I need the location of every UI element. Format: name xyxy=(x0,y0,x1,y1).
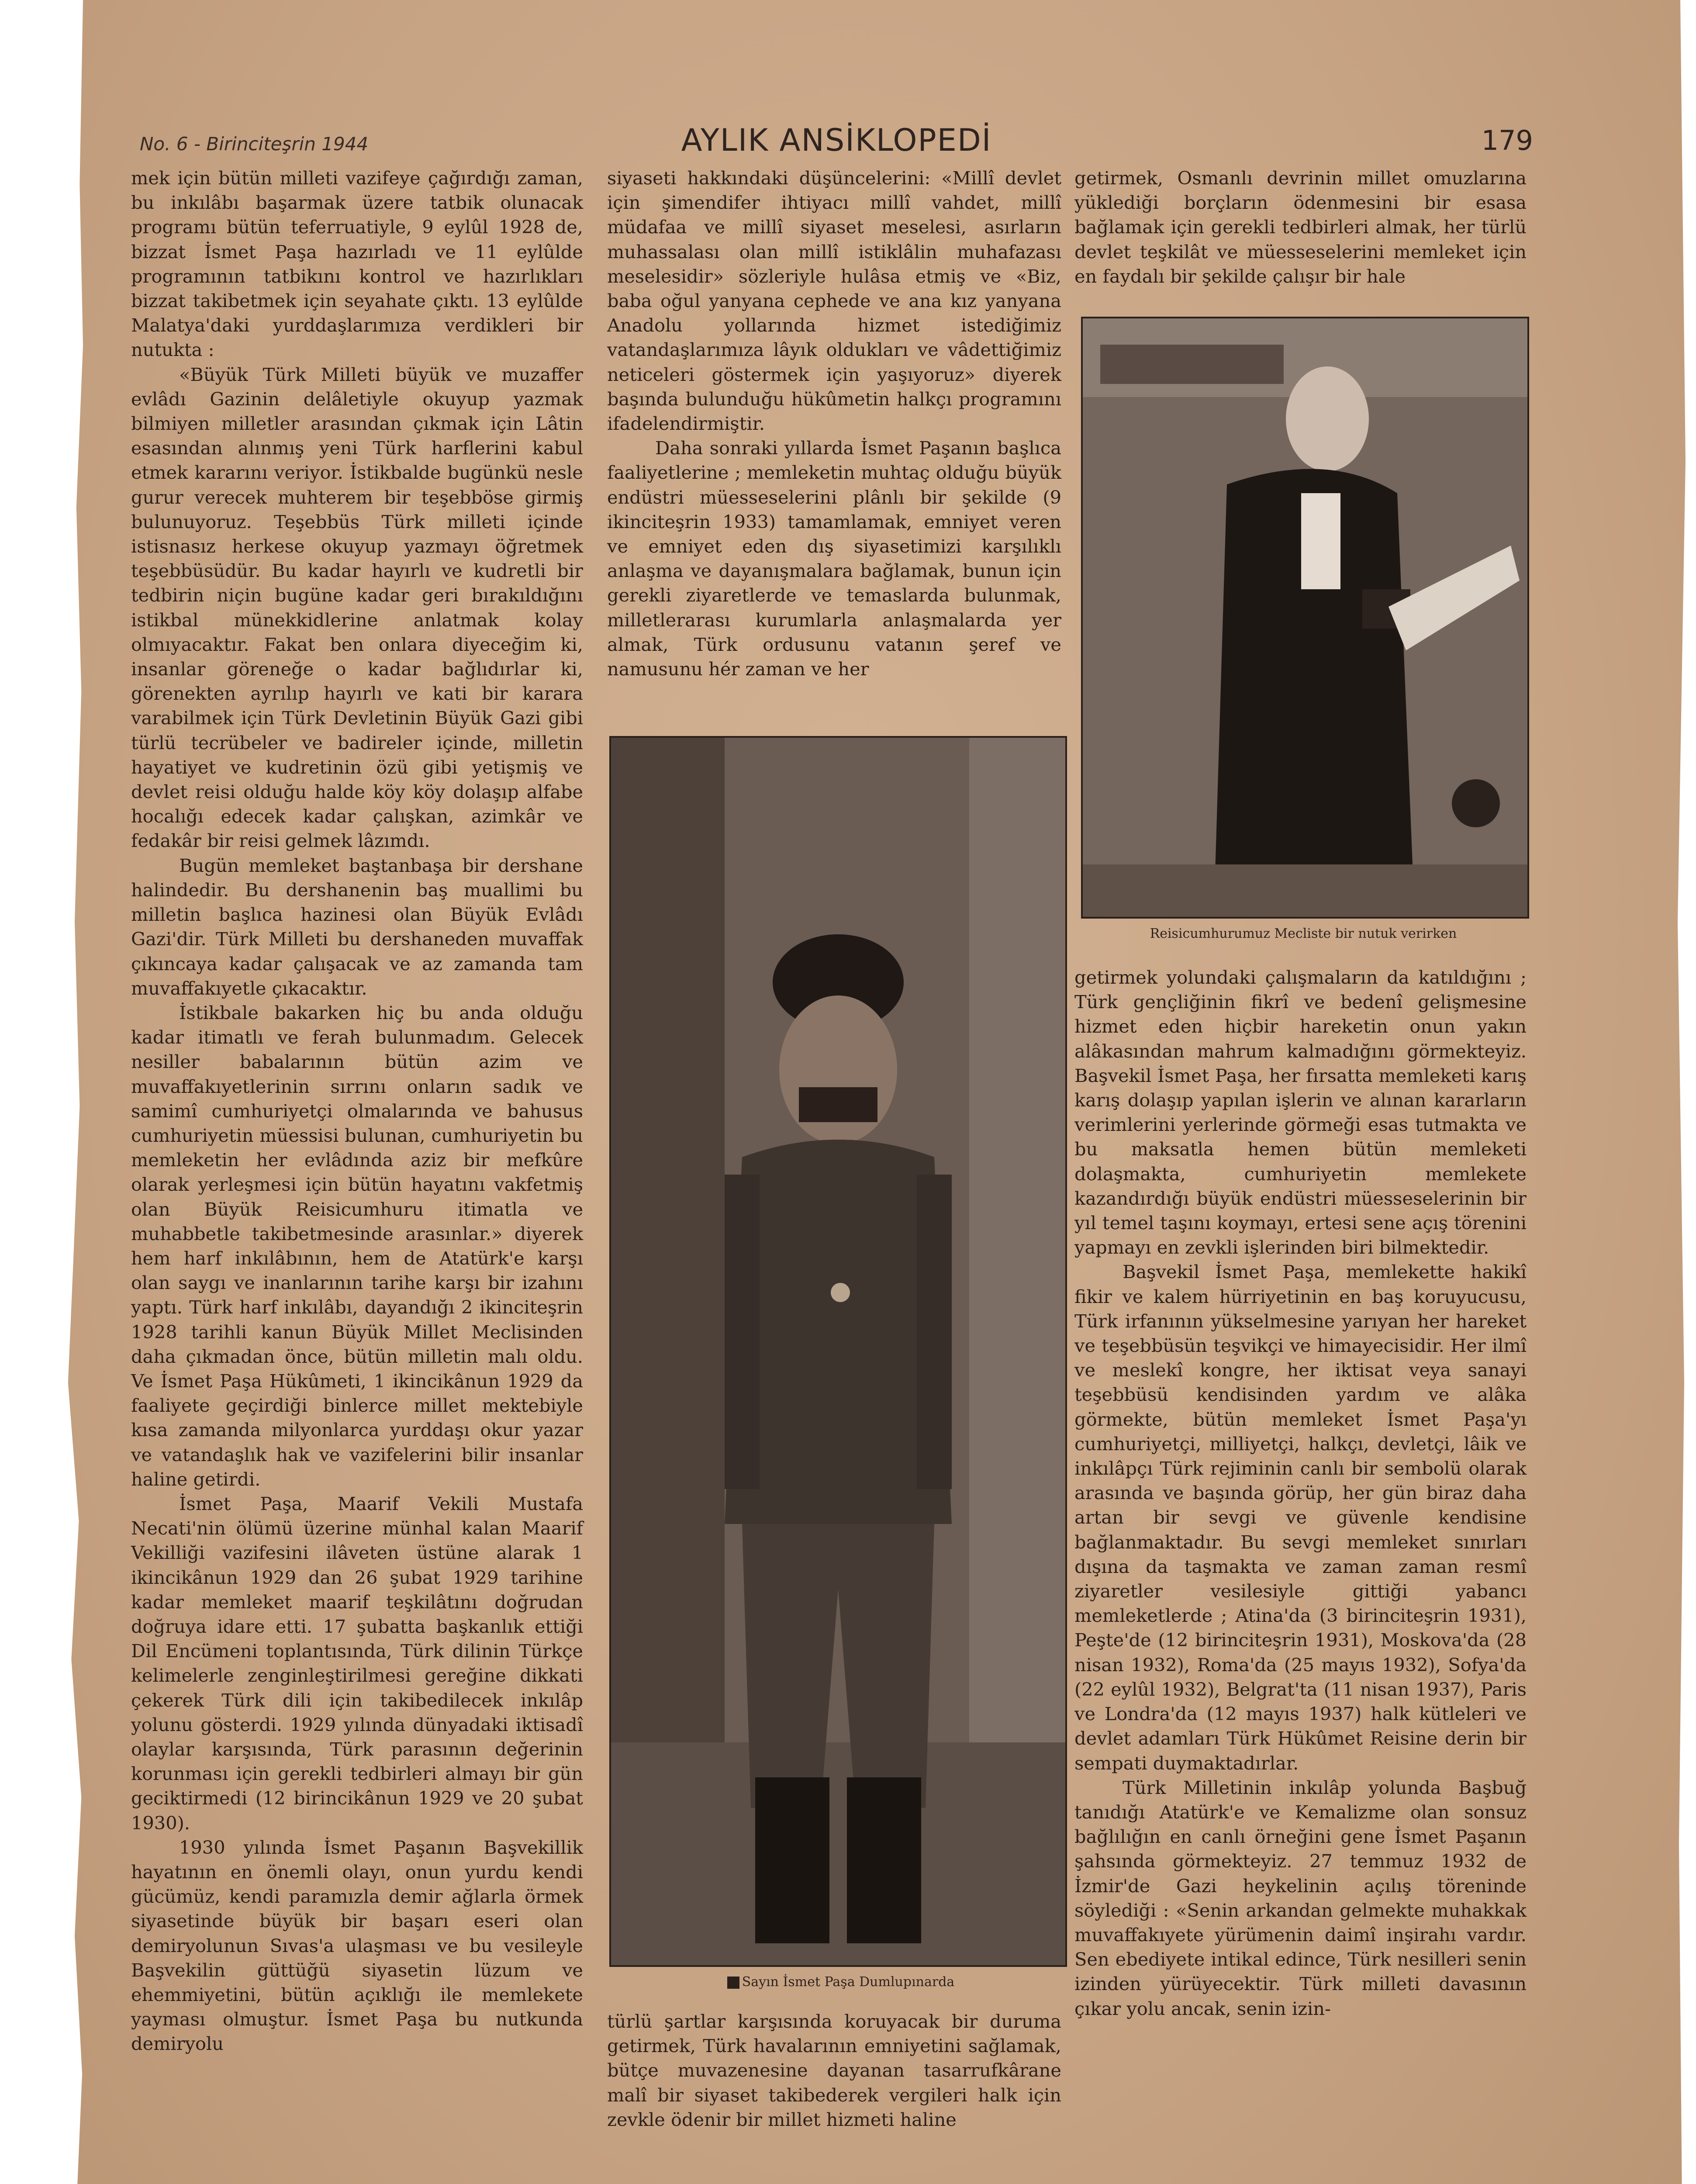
photo-president-speech xyxy=(1081,317,1529,919)
caption-marker-icon xyxy=(727,1977,739,1989)
text-column-3-bottom xyxy=(1074,965,1527,2021)
photo-caption xyxy=(655,1974,1026,1990)
text-column-1 xyxy=(131,166,583,2056)
paragraph: getirmek, Osmanlı devrinin millet omuzlarına yüklediği borçların ödenmesini bir esasa bağlamak için gerekli tedbirleri almak, her türlü devlet teşkilât ve müesseselerini memleket için en faydalı bir şekilde çalışır bir hale xyxy=(1074,167,1527,287)
caption-text: Sayın İsmet Paşa Dumlupınarda xyxy=(742,1974,955,1990)
text-column-2-bottom xyxy=(607,2009,1061,2132)
paragraph: İsmet Paşa, Maarif Vekili Mustafa Necati'nin ölümü üzerine münhal kalan Maarif Vekilliği vazifesini ilâveten üstüne alarak 1 ikincikânun 1929 dan 26 şubat 1929 tarihine kadar memleket maarif teşkilâtını doğrudan doğruya idare etti. 17 şubatta başkanlık ettiği Dil Encümeni toplantısında, Türk dilinin Türkçe kelimelerle zenginleştirilmesi gereğine dikkati çekerek Türk dili için takibedilecek inkılâp yolunu gösterdi. 1929 yılında dünyadaki iktisadî olaylar karşısında, Türk parasının değerinin korunması için gerekli tedbirleri almayı bir gün geciktirmedi (12 birincikânun 1929 ve 20 şubat 1930). xyxy=(131,1493,583,1834)
paragraph: Bugün memleket baştanbaşa bir dershane halindedir. Bu dershanenin baş muallimi bu milletin başlıca hazinesi olan Büyük Evlâdı Gazi'dir. Türk Milleti bu dershaneden muvaffak çıkıncaya kadar çalışacak ve az zamanda tam muvaffakıyetle çıkacaktır. xyxy=(131,854,583,999)
paragraph: türlü şartlar karşısında koruyacak bir duruma getirmek, Türk havalarının emniyetini sağlamak, bütçe muvazenesine dayanan tasarrufkârane malî bir siyaset takibederek vergileri halk için zevkle ödenir bir millet hizmeti haline xyxy=(607,2011,1061,2130)
paragraph: mek için bütün milleti vazifeye çağırdığı zaman, bu inkılâbı başarmak üzere tatbik olunacak programı bütün teferruatiyle, 9 eylûl 1928 de, bizzat İsmet Paşa hazırladı ve 11 eylûlde programının tatbikını kontrol ve hazırlıkları bizzat takibetmek için seyahate çıktı. 13 eylûlde Malatya'daki yurddaşlarımıza verdikleri bir nutukta : xyxy=(131,167,583,361)
text-column-3-top xyxy=(1074,166,1527,289)
torn-page-edge xyxy=(0,0,83,2184)
paragraph: getirmek yolundaki çalışmaların da katıldığını ; Türk gençliğinin fikrî ve bedenî gelişmesine hizmet eden hiçbir hareketin onun yakın alâkasından mahrum kalmadığını görmekteyiz. Başvekil İsmet Paşa, her fırsatta memleketi karış karış dolaşıp yapılan işlerin ve alınan kararların verimlerini yerlerinde görmeği esas tutmakta ve bu maksatla hemen bütün memleketi dolaşmakta, cumhuriyetin memlekete kazandırdığı büyük endüstri müesseselerinin bir yıl temel taşını koymayı, ertesi sene açış törenini yapmayı en zevkli işlerinden biri bilmektedir. xyxy=(1074,967,1527,1258)
issue-label: No. 6 - Birinciteşrin 1944 xyxy=(140,133,369,155)
text-column-2-top xyxy=(607,166,1061,681)
soldier-portrait-illustration xyxy=(611,738,1065,1965)
page-number: 179 xyxy=(1481,124,1533,156)
paragraph: siyaseti hakkındaki düşüncelerini: «Millî devlet için şimendifer ihtiyacı millî vahdet, millî müdafaa ve millî siyaset meselesi, asırların muhassalası olan millî istiklâlin muhafazası meselesidir» sözleriyle hulâsa etmiş ve «Biz, baba oğul yanyana cephede ve ana kız yanyana Anadolu yollarında hizmet istediğimiz vatandaşlarımıza lâyık oldukları ve vâdettiğimiz neticeleri göstermek için yaşıyoruz» diyerek başında bulunduğu hükûmetin halkçı programını ifadelendirmiştir. xyxy=(607,167,1061,435)
page-header xyxy=(140,120,1533,168)
speaker-portrait-illustration xyxy=(1083,318,1527,917)
paragraph: Türk Milletinin inkılâp yolunda Başbuğ tanıdığı Atatürk'e ve Kemalizme olan sonsuz bağlılığın en canlı örneğini gene İsmet Paşanın şahsında görmekteyiz. 27 temmuz 1932 de İzmir'de Gazi heykelinin açılış töreninde söylediği : «Senin arkandan gelmekte muhakkak muvaffakıyete yürümenin daimî inşirahı vardır. Sen ebediyete intikal edince, Türk nesilleri senin izinden yürüyecektir. Türk milleti davasının çıkar yolu ancak, senin izin- xyxy=(1074,1776,1527,2019)
photo-caption xyxy=(1081,926,1526,941)
journal-title: AYLIK ANSİKLOPEDİ xyxy=(681,122,992,158)
paragraph: 1930 yılında İsmet Paşanın Başvekillik hayatının en önemli olayı, onun yurdu kendi gücümüz, kendi paramızla demir ağlarla örmek siyasetinde büyük bir başarı eseri olan demiryolunun Sıvas'a ulaşması ve bu vesileyle Başvekilin güttüğü siyasetin lüzum ve ehemmiyetini, bütün açıklığı ile memlekete yayması olmuştur. İsmet Paşa bu nutkunda demiryolu xyxy=(131,1836,583,2055)
paragraph: Başvekil İsmet Paşa, memlekette hakikî fikir ve kalem hürriyetinin en baş koruyucusu, Türk irfanının yükselmesine yarıyan her hareket ve teşebbüsün teşvikçi ve himayecisidir. Her ilmî ve meslekî kongre, her iktisat veya sanayi teşebbüsü kendisinden yardım ve alâka görmekte, bütün memleket İsmet Paşa'yı cumhuriyetçi, milliyetçi, halkçı, devletçi, lâik ve inkılâpçı Türk rejiminin canlı bir sembolü olarak arasında ve başında görüp, her gün biraz daha artan bir sevgi ve güvenle kendisine bağlanmaktadır. Bu sevgi memleket sınırları dışına da taşmakta ve zaman zaman resmî ziyaretler vesilesiyle gittiği yabancı memleketlerde ; Atina'da (3 birinciteşrin 1931), Peşte'de (12 birinciteşrin 1931), Moskova'da (28 nisan 1932), Roma'da (25 mayıs 1932), Sofya'da (22 eylûl 1932), Belgrat'ta (11 nisan 1937), Paris ve Londra'da (12 mayıs 1937) halk kütleleri ve devlet adamları Türk Hükûmet Reisine derin bir sempati duymaktadırlar. xyxy=(1074,1261,1527,1774)
caption-text: Reisicumhurumuz Mecliste bir nutuk verirken xyxy=(1150,926,1457,941)
page-margin-edge xyxy=(1670,0,1696,2184)
photo-ismet-pasa-dumlupinar xyxy=(609,736,1067,1967)
paragraph: «Büyük Türk Milleti büyük ve muzaffer evlâdı Gazinin delâletiyle okuyup yazmak bilmiyen milletler arasından çıkmak için Lâtin esasından alınmış yeni Türk harflerini kabul etmek kararını veriyor. İstikbalde bugünkü nesle gurur verecek muhterem bir teşebböse girmiş bulunuyoruz. Teşebbüs Türk milleti içinde istisnasız herkese okuyup yazmayı öğretmek teşebbüsüdür. Bu kadar hayırlı ve kudretli bir tedbirin niçin bugüne kadar geri bırakıldığını istikbal münekkidlerine anlatmak kolay olmıyacaktır. Fakat ben onlara diyeceğim ki, insanlar göreneğe o kadar bağlıdırlar ki, görenekten ayrılıp hayırlı ve kati bir karara varabilmek için Türk Devletinin Büyük Gazi gibi türlü tecrübeler ve badireler içinde, milletin hayatiyet ve kudretinin özü gibi yetişmiş ve devlet reisi olduğu halde köy köy dolaşıp alfabe hocalığı edecek kadar çalışkan, azimkâr ve fedakâr bir reisi gelmek lâzımdı. xyxy=(131,363,583,852)
paragraph: İstikbale bakarken hiç bu anda olduğu kadar itimatlı ve ferah bulunmadım. Gelecek nesiller babalarının bütün azim ve muvaffakıyetlerinin sırrını onların sadık ve samimî cumhuriyetçi olmalarında ve bahusus cumhuriyetin müessisi bulunan, cumhuriyetin bu memleketin her evlâdında aziz bir mefkûre olarak yerleşmesi için bütün hayatını vakfetmiş olan Büyük Reisicumhuru itimatla ve muhabbetle takibetmesinde arasınlar.» diyerek hem harf inkılâbının, hem de Atatürk'e karşı olan saygı ve inanlarının tarihe karşı bir izahını yaptı. Türk harf inkılâbı, dayandığı 2 ikinciteşrin 1928 tarihli kanun Büyük Millet Meclisinden daha çıkmadan önce, bütün milletin malı oldu. Ve İsmet Paşa Hükûmeti, 1 ikincikânun 1929 da faaliyete geçirdiği binlerce millet mektebiyle kısa zamanda milyonlarca yurddaşı okur yazar ve vatandaşlık hak ve vazifelerini bilir insanlar haline getirdi. xyxy=(131,1002,583,1490)
paragraph: Daha sonraki yıllarda İsmet Paşanın başlıca faaliyetlerine ; memleketin muhtaç olduğu büyük endüstri müesseselerini plânlı bir şekilde (9 ikinciteşrin 1933) tamamlamak, emniyet veren ve emniyet eden dış siyasetimizi karşılıklı anlaşma ve dayanışmalara bağlamak, bunun için gerekli ziyaretlerde ve temaslarda bulunmak, milletlerarası kurumlarla anlaşmalarda yer almak, Türk ordusunu vatanın şeref ve namusunu hér zaman ve her xyxy=(607,437,1061,680)
